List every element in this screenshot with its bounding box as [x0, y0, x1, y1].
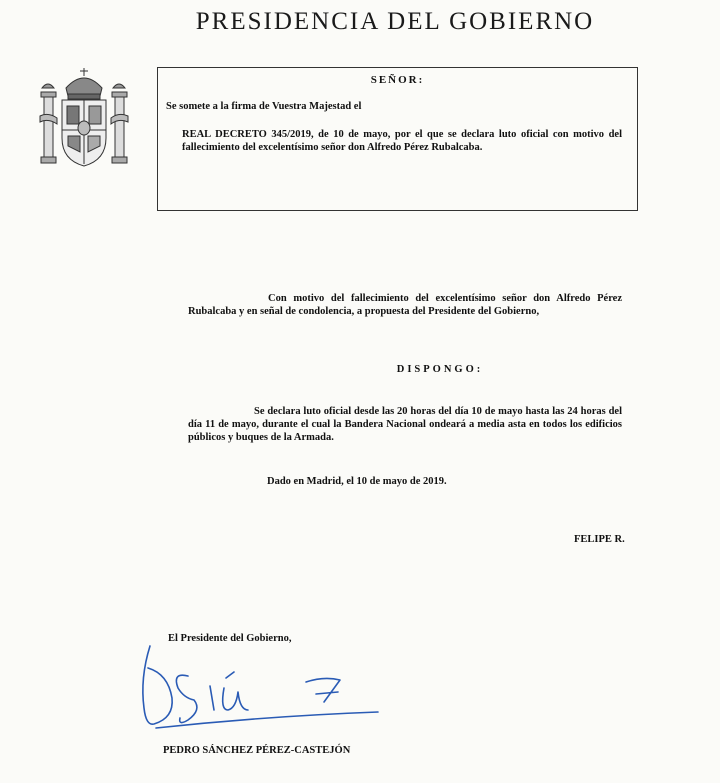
decree-summary: REAL DECRETO 345/2019, de 10 de mayo, por el que se declara luto oficial con motivo del fallecimiento del excelentísimo señor don Alfredo Pérez Rubalcaba. [182, 129, 622, 153]
dispongo-heading: DISPONGO: [396, 364, 484, 375]
header-title: PRESIDENCIA DEL GOBIERNO [195, 8, 595, 35]
decree-body-paragraph: Se declara luto oficial desde las 20 horas del día 10 de mayo hasta las 24 horas del día 11 de mayo, durante el cual la Bandera Nacional ondeará a media asta en todos los edificios públicos y buques de la Armada. [188, 406, 622, 443]
box-heading: SEÑOR: [370, 74, 425, 86]
preamble-paragraph: Con motivo del fallecimiento del excelentísimo señor don Alfredo Pérez Rubalcaba y en señal de condolencia, a propuesta del Presidente del Gobierno, [188, 293, 622, 317]
president-label: El Presidente del Gobierno, [168, 633, 292, 644]
president-name: PEDRO SÁNCHEZ PÉREZ-CASTEJÓN [163, 745, 351, 756]
handwritten-signature-icon [128, 638, 388, 738]
coat-of-arms-icon [38, 66, 130, 170]
king-signature-text: FELIPE R. [574, 534, 625, 545]
summary-box [157, 67, 638, 211]
box-intro: Se somete a la firma de Vuestra Majestad el [166, 101, 362, 112]
dated-line: Dado en Madrid, el 10 de mayo de 2019. [267, 476, 447, 487]
